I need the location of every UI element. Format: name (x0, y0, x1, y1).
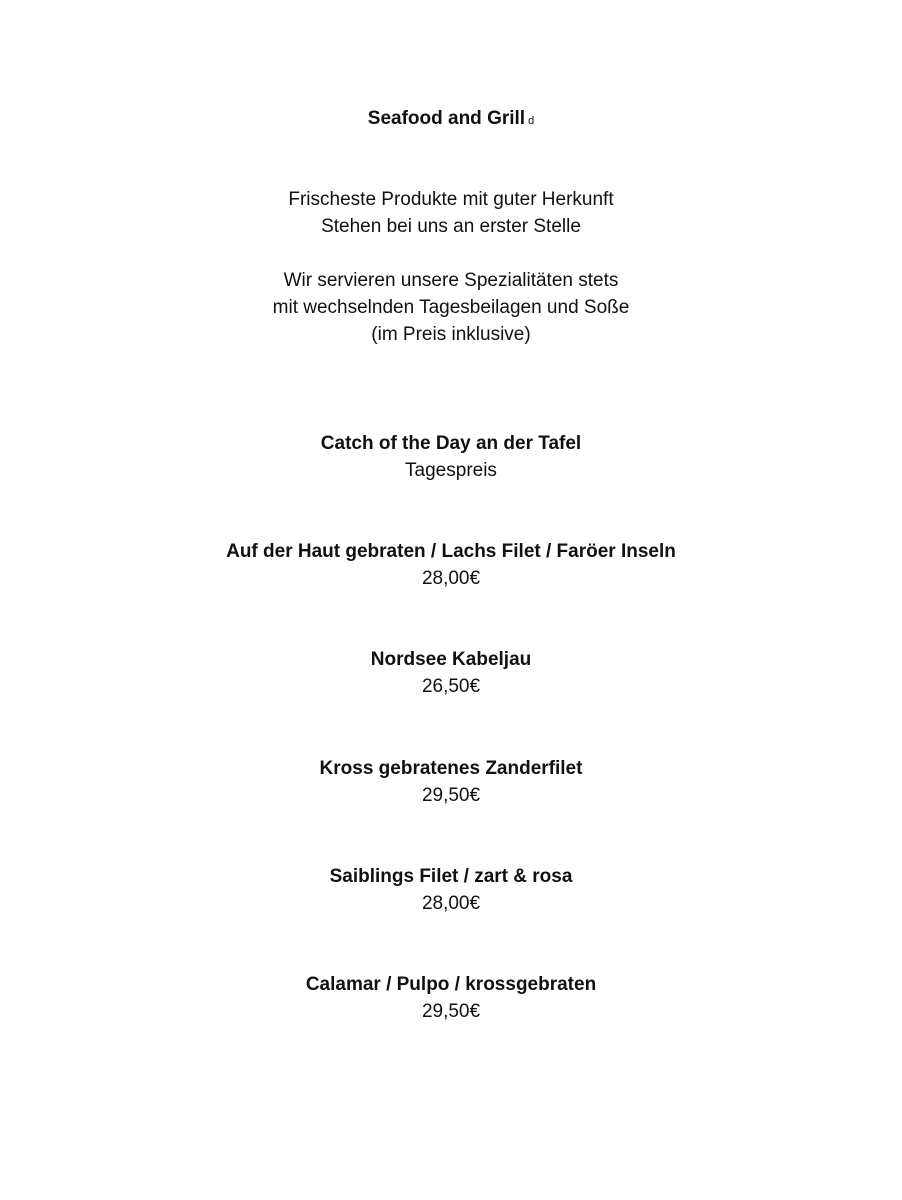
menu-title-mark: d (528, 115, 535, 127)
dish-price: 29,50€ (421, 1001, 481, 1022)
menu-item-zanderfilet (0, 755, 902, 809)
intro-line: (im Preis inklusive) (371, 324, 531, 345)
intro-line: Frischeste Produkte mit guter Herkunft (288, 189, 614, 210)
dish-name: Calamar / Pulpo / krossgebraten (305, 974, 597, 995)
intro-line: mit wechselnden Tagesbeilagen und Soße (272, 297, 630, 318)
dish-price: 29,50€ (421, 785, 481, 806)
menu-item-lachs-filet (0, 538, 902, 592)
menu-title-text: Seafood and Grill (367, 108, 526, 129)
intro-line: Stehen bei uns an erster Stelle (321, 216, 581, 237)
dish-name: Kross gebratenes Zanderfilet (319, 758, 583, 779)
menu-item-kabeljau (0, 646, 902, 700)
menu-title (0, 106, 902, 134)
dish-price: 28,00€ (421, 893, 481, 914)
dish-name: Saiblings Filet / zart & rosa (329, 866, 573, 887)
dish-name: Nordsee Kabeljau (370, 649, 532, 670)
dish-name: Auf der Haut gebraten / Lachs Filet / Faröer Inseln (226, 541, 676, 562)
dish-price: 26,50€ (421, 676, 481, 697)
intro-paragraph-1 (0, 186, 902, 240)
menu-item-saiblings-filet (0, 863, 902, 917)
intro-paragraph-2 (0, 267, 902, 348)
dish-name: Catch of the Day an der Tafel (320, 433, 582, 454)
intro-line: Wir servieren unsere Spezialitäten stets (283, 270, 619, 291)
menu-item-catch-of-the-day (0, 430, 902, 484)
dish-price: Tagespreis (405, 460, 497, 481)
dish-price: 28,00€ (421, 568, 481, 589)
menu-item-calamar-pulpo (0, 971, 902, 1025)
